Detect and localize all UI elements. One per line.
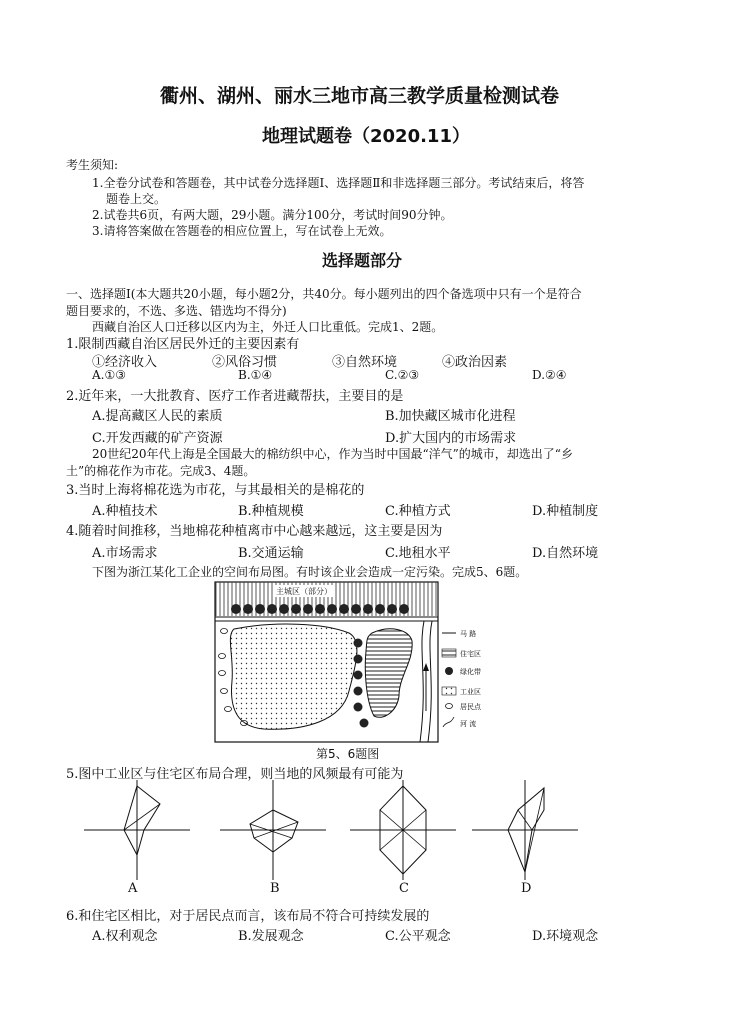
q1-option-a: A.①③ [92,368,126,382]
passage-2: 20世纪20年代上海是全国最大的棉纺织中心，作为当时中国最“洋气”的城市，却选出了“乡 [92,447,573,461]
q1-option-b: B.①④ [238,368,273,382]
exam-title: 衢州、湖州、丽水三地市高三教学质量检测试卷 [160,85,560,107]
q1-factor: ②风俗习惯 [212,355,278,370]
q1-factor: ④政治因素 [442,355,508,370]
wind-rose-label-d: D [521,881,532,896]
q6-option-d: D.环境观念 [532,929,599,944]
wind-rose-a [84,780,190,880]
wind-rose-label-c: C [399,881,409,896]
exam-subtitle: 地理试题卷（2020.11） [262,126,470,147]
main-city-label: 主城区（部分） [276,587,332,596]
legend-residential: 住宅区 [460,650,481,658]
notice-item: 3.请将答案做在答题卷的相应位置上，写在试卷上无效。 [92,224,392,238]
legend-settlement: 居民点 [460,703,481,711]
river-bank-left [420,621,424,742]
q4-option-a: A.市场需求 [92,546,158,561]
legend-river: 河 流 [460,720,477,728]
wind-rose-label-a: A [128,881,138,896]
passage-1: 西藏自治区人口迁移以区内为主，外迁人口比重低。完成1、2题。 [92,320,444,334]
wind-rose-b [220,780,326,880]
q1-option-c: C.②③ [385,368,420,382]
part1-instruction: 题目要求的，不选、多选、错选均不得分) [66,304,287,318]
flow-arrow-head [423,663,429,671]
legend-industrial: 工业区 [460,688,481,696]
q3-option-a: A.种植技术 [92,504,158,519]
question-6-stem: 6.和住宅区相比，对于居民点而言，该布局不符合可持续发展的 [66,909,430,924]
question-4-stem: 4.随着时间推移，当地棉花种植离市中心越来越远，这主要是因为 [66,524,443,539]
residential-zone [365,629,412,717]
q2-option-d: D.扩大国内的市场需求 [385,431,517,446]
section-title: 选择题部分 [322,251,403,270]
q2-option-c: C.开发西藏的矿产资源 [92,431,223,446]
passage-2: 土”的棉花作为市花。完成3、4题。 [66,464,256,478]
q3-option-b: B.种植规模 [238,504,304,519]
q3-option-c: C.种植方式 [385,504,451,519]
industrial-zone [230,624,357,729]
question-1-stem: 1.限制西藏自治区居民外迁的主要因素有 [66,337,300,352]
q4-option-c: C.地租水平 [385,546,451,561]
notice-item: 题卷上交。 [106,192,167,206]
question-5-stem: 5.图中工业区与住宅区布局合理，则当地的风频最有可能为 [66,767,404,782]
q6-option-b: B.发展观念 [238,929,304,944]
q4-option-d: D.自然环境 [532,546,599,561]
q2-option-a: A.提高藏区人民的素质 [92,409,223,424]
layout-map-figure [214,581,514,743]
greenbelt-trees-top [231,604,409,614]
passage-3: 下图为浙江某化工企业的空间布局图。有时该企业会造成一定污染。完成5、6题。 [92,565,528,579]
notice-heading: 考生须知: [66,158,119,172]
river-bank-right [428,621,432,742]
wind-rose-d [472,780,578,880]
question-2-stem: 2.近年来，一大批教育、医疗工作者进藏帮扶，主要目的是 [66,389,404,404]
wind-rose-c [350,780,456,880]
q6-option-a: A.权利观念 [92,929,158,944]
question-3-stem: 3.当时上海将棉花选为市花，与其最相关的是棉花的 [66,483,365,498]
q6-option-c: C.公平观念 [385,929,451,944]
figure-caption: 第5、6题图 [316,747,380,761]
q3-option-d: D.种植制度 [532,504,599,519]
q2-option-b: B.加快藏区城市化进程 [385,409,516,424]
q4-option-b: B.交通运输 [238,546,304,561]
q1-factor: ①经济收入 [92,355,158,370]
notice-item: 1.全卷分试卷和答题卷，其中试卷分选择题Ⅰ、选择题Ⅱ和非选择题三部分。考试结束后，将答 [92,176,585,190]
q1-option-d: D.②④ [532,368,567,382]
map-legend [442,629,482,728]
legend-greenbelt: 绿化带 [460,668,481,676]
legend-road: 马 路 [460,630,477,638]
notice-item: 2.试卷共6页，有两大题，29小题。满分100分，考试时间90分钟。 [92,208,453,222]
part1-instruction: 一、选择题Ⅰ(本大题共20小题，每小题2分，共40分。每小题列出的四个备选项中只有一个是符合 [66,287,582,301]
q1-factor: ③自然环境 [332,355,398,370]
wind-rose-label-b: B [270,881,280,896]
